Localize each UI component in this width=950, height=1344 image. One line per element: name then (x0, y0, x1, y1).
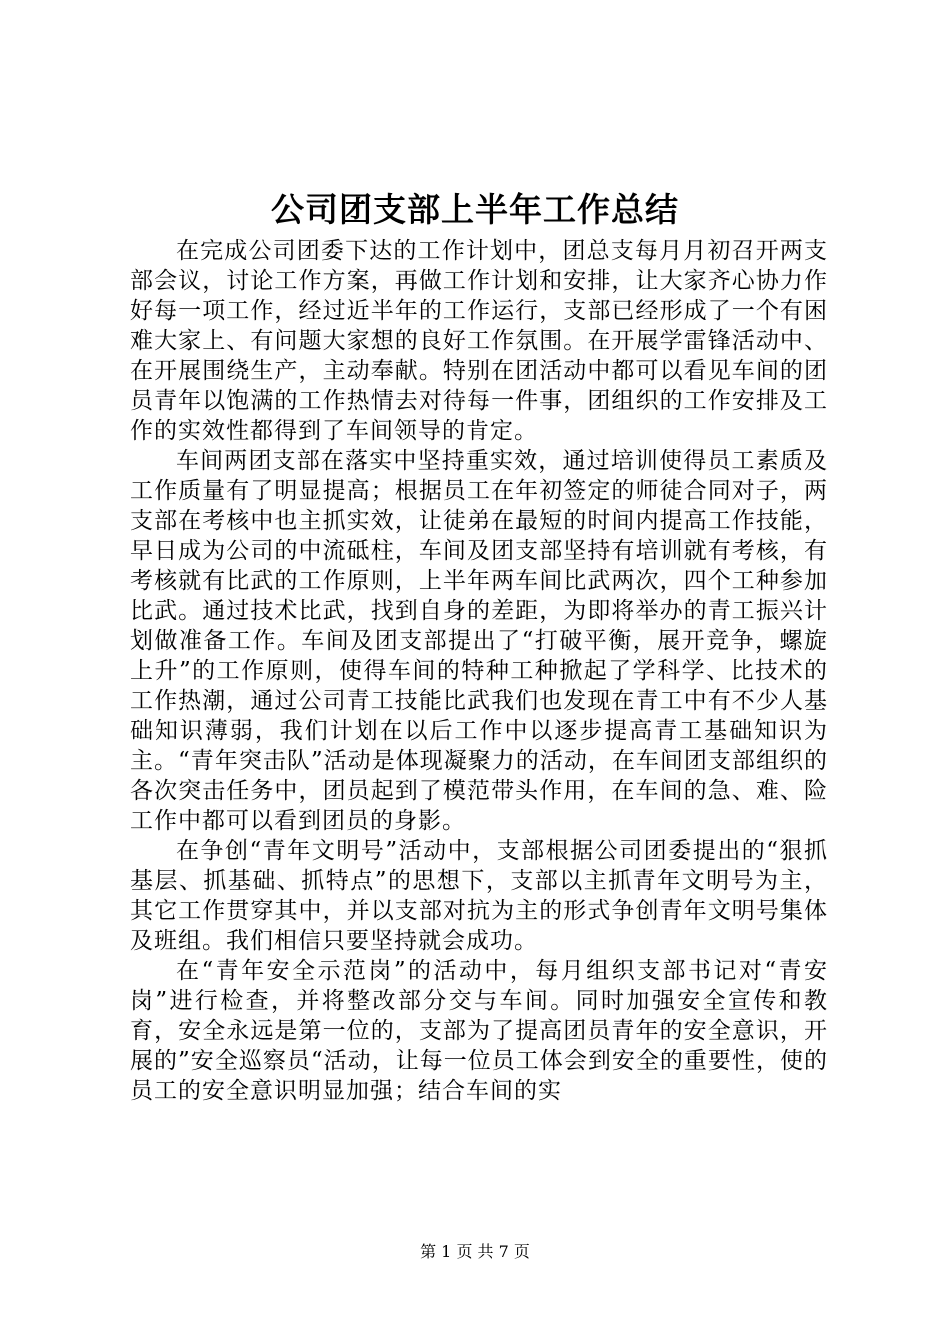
paragraph-2: 车间两团支部在落实中坚持重实效，通过培训使得员工素质及工作质量有了明显提高；根据员工在年初签定的师徒合同对子，两支部在考核中也主抓实效，让徒弟在最短的时间内提高工作技能，早日成为公司的中流砥柱，车间及团支部坚持有培训就有考核，有考核就有比武的工作原则，上半年两车间比武两次，四个工种参加比武。通过技术比武，找到自身的差距，为即将举办的青工振兴计划做准备工作。车间及团支部提出了“打破平衡，展开竞争，螺旋上升”的工作原则，使得车间的特种工种掀起了学科学、比技术的工作热潮，通过公司青工技能比武我们也发现在青工中有不少人基础知识薄弱，我们计划在以后工作中以逐步提高青工基础知识为主。“青年突击队”活动是体现凝聚力的活动，在车间团支部组织的各次突击任务中，团员起到了模范带头作用，在车间的急、难、险工作中都可以看到团员的身影。 (130, 448, 828, 834)
document-title: 公司团支部上半年工作总结 (271, 190, 679, 229)
document-body (130, 236, 828, 1106)
page-number-footer: 第 1 页 共 7 页 (420, 1242, 530, 1261)
paragraph-3: 在争创“青年文明号”活动中，支部根据公司团委提出的“狠抓基层、抓基础、抓特点”的思想下，支部以主抓青年文明号为主，其它工作贯穿其中，并以支部对抗为主的形式争创青年文明号集体及班组。我们相信只要坚持就会成功。 (130, 838, 828, 954)
paragraph-1: 在完成公司团委下达的工作计划中，团总支每月月初召开两支部会议，讨论工作方案，再做工作计划和安排，让大家齐心协力作好每一项工作，经过近半年的工作运行，支部已经形成了一个有困难大家上、有问题大家想的良好工作氛围。在开展学雷锋活动中、在开展围绕生产，主动奉献。特别在团活动中都可以看见车间的团员青年以饱满的工作热情去对待每一件事，团组织的工作安排及工作的实效性都得到了车间领导的肯定。 (130, 238, 828, 444)
paragraph-4: 在“青年安全示范岗”的活动中，每月组织支部书记对“青安岗”进行检查，并将整改部分交与车间。同时加强安全宣传和教育，安全永远是第一位的，支部为了提高团员青年的安全意识，开展的”安全巡察员“活动，让每一位员工体会到安全的重要性，使的员工的安全意识明显加强；结合车间的实 (130, 958, 828, 1104)
